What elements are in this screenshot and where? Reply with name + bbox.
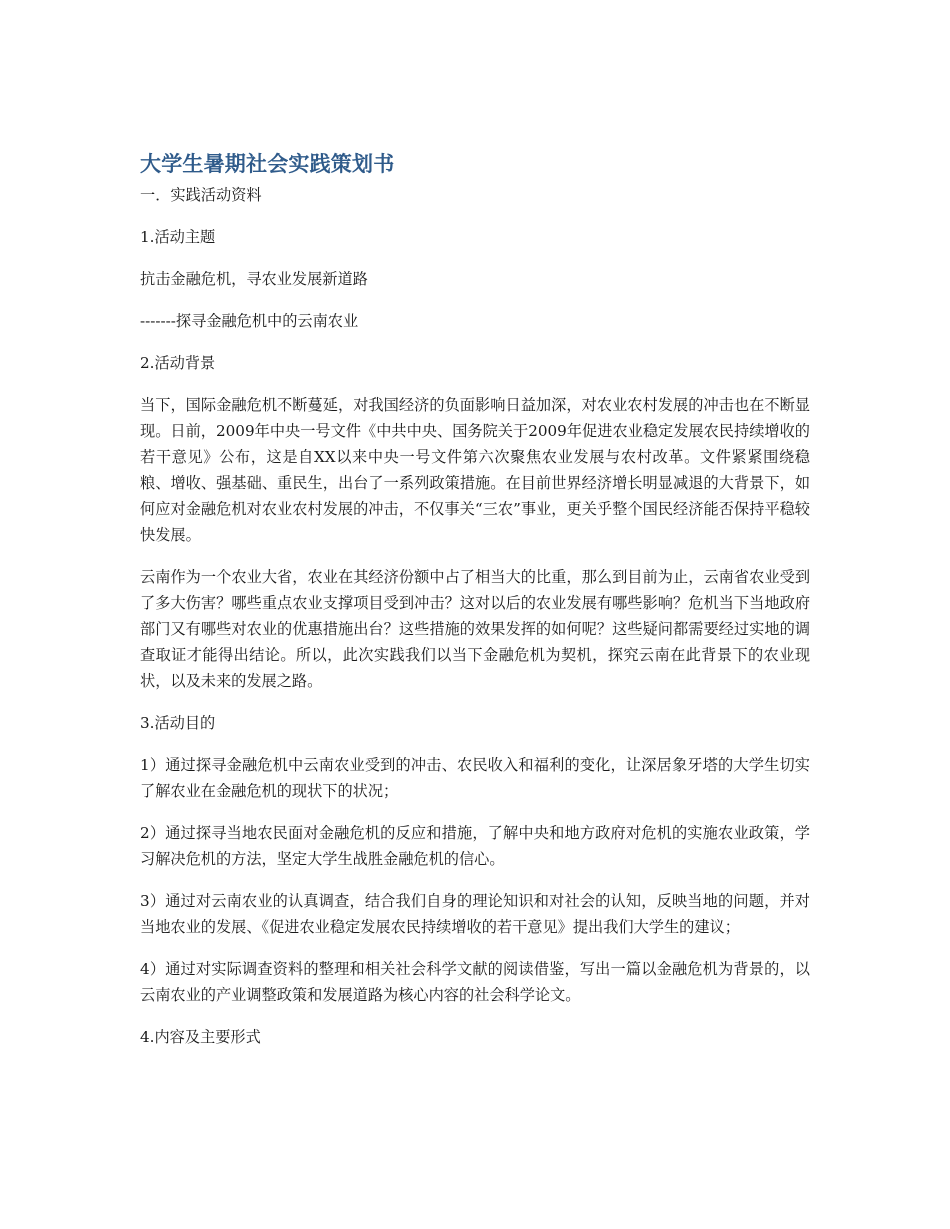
document-page xyxy=(140,148,810,1066)
theme-line-1: 抗击金融危机，寻农业发展新道路 xyxy=(140,270,368,288)
document-title: 大学生暑期社会实践策划书 xyxy=(140,152,395,176)
item-heading-goals: 3.活动目的 xyxy=(140,714,216,732)
goal-item-4: 4）通过对实际调查资料的整理和相关社会科学文献的阅读借鉴，写出一篇以金融危机为背景的，以云南农业的产业调整政策和发展道路为核心内容的社会科学论文。 xyxy=(140,960,810,1004)
theme-line-2: -------探寻金融危机中的云南农业 xyxy=(140,312,359,330)
background-paragraph-2: 云南作为一个农业大省，农业在其经济份额中占了相当大的比重，那么到目前为止，云南省农业受到了多大伤害？哪些重点农业支撑项目受到冲击？这对以后的农业发展有哪些影响？危机当下当地政府部门又有哪些对农业的优惠措施出台？这些措施的效果发挥的如何呢？这些疑问都需要经过实地的调查取证才能得出结论。所以，此次实践我们以当下金融危机为契机，探究云南在此背景下的农业现状，以及未来的发展之路。 xyxy=(140,568,810,690)
section-heading: 一．实践活动资料 xyxy=(140,186,262,204)
goal-item-2: 2）通过探寻当地农民面对金融危机的反应和措施，了解中央和地方政府对危机的实施农业政策，学习解决危机的方法，坚定大学生战胜金融危机的信心。 xyxy=(140,824,810,868)
goal-item-1: 1）通过探寻金融危机中云南农业受到的冲击、农民收入和福利的变化，让深居象牙塔的大学生切实了解农业在金融危机的现状下的状况； xyxy=(140,756,810,800)
item-heading-theme: 1.活动主题 xyxy=(140,228,216,246)
background-paragraph-1: 当下，国际金融危机不断蔓延，对我国经济的负面影响日益加深，对农业农村发展的冲击也在不断显现。日前，2009年中央一号文件《中共中央、国务院关于2009年促进农业稳定发展农民持续增收的若干意见》公布，这是自XX以来中央一号文件第六次聚焦农业发展与农村改革。文件紧紧围绕稳粮、增收、强基础、重民生，出台了一系列政策措施。在目前世界经济增长明显减退的大背景下，如何应对金融危机对农业农村发展的冲击，不仅事关“三农”事业，更关乎整个国民经济能否保持平稳较快发展。 xyxy=(140,396,810,544)
goal-item-3: 3）通过对云南农业的认真调查，结合我们自身的理论知识和对社会的认知，反映当地的问题，并对当地农业的发展、《促进农业稳定发展农民持续增收的若干意见》提出我们大学生的建议； xyxy=(140,892,810,936)
item-heading-content: 4.内容及主要形式 xyxy=(140,1028,261,1046)
item-heading-background: 2.活动背景 xyxy=(140,354,216,372)
